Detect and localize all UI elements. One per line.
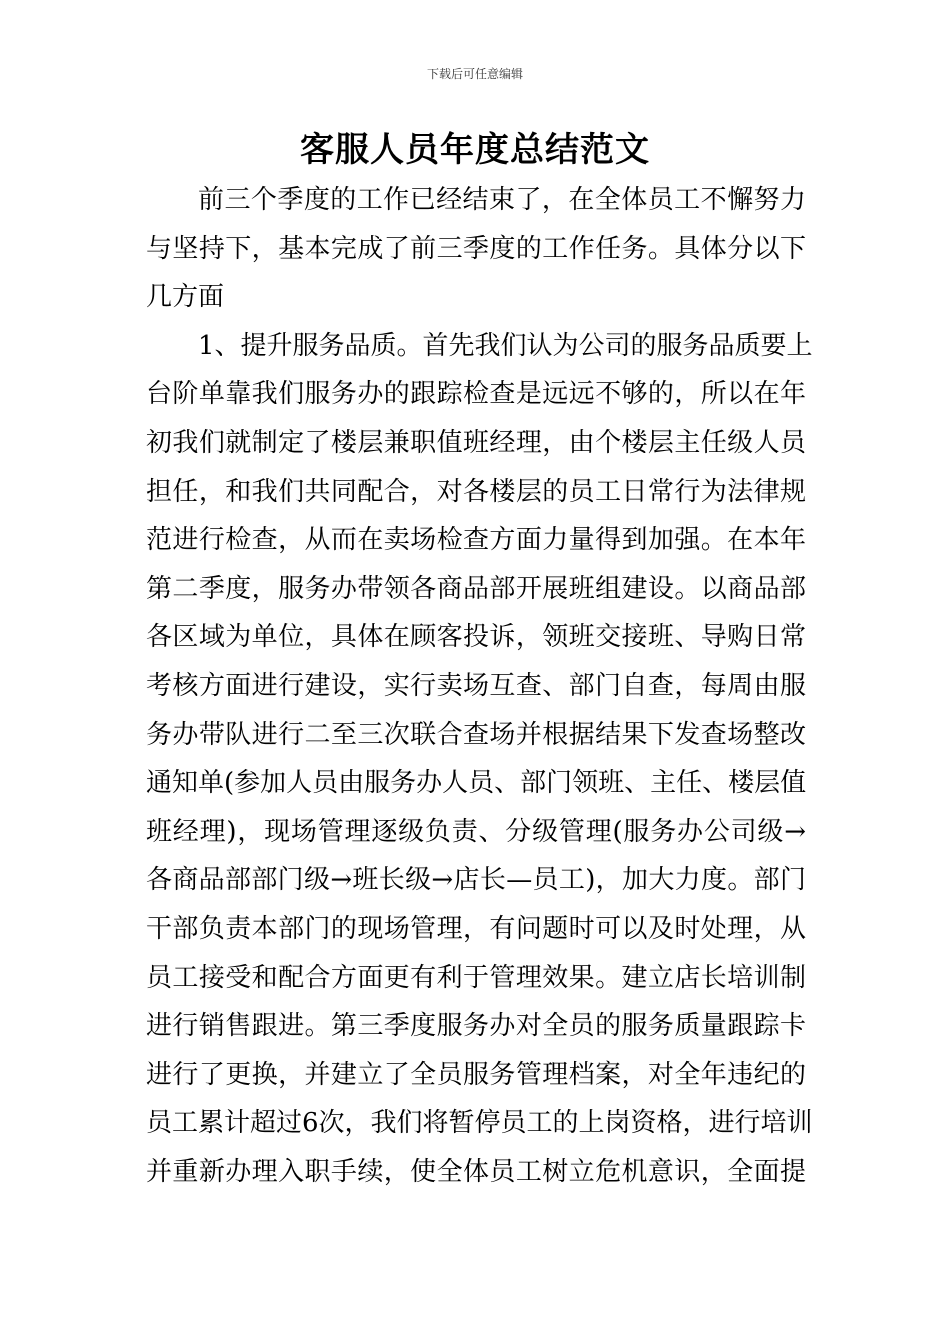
paragraph-intro [146,176,806,322]
paragraph-line: 初我们就制定了楼层兼职值班经理，由个楼层主任级人员 [146,427,806,458]
paragraph-line: 第二季度，服务办带领各商品部开展班组建设。以商品部 [146,573,806,604]
paragraph-line: 考核方面进行建设，实行卖场互查、部门自查，每周由服 [146,670,806,701]
paragraph-line: 进行销售跟进。第三季度服务办对全员的服务质量跟踪卡 [146,1011,806,1042]
paragraph-line: 台阶单靠我们服务办的跟踪检查是远远不够的，所以在年 [146,379,806,410]
paragraph-service-quality [146,322,813,1197]
header-note: 下载后可任意编辑 [426,67,523,81]
paragraph-line: 班经理)，现场管理逐级负责、分级管理(服务办公司级→ [146,816,806,847]
paragraph-line: 各区域为单位，具体在顾客投诉，领班交接班、导购日常 [146,622,806,653]
paragraph-line: 范进行检查，从而在卖场检查方面力量得到加强。在本年 [146,525,806,556]
paragraph-line: 并重新办理入职手续，使全体员工树立危机意识，全面提 [146,1156,806,1187]
paragraph-line: 各商品部部门级→班长级→店长—员工)，加大力度。部门 [146,865,806,896]
paragraph-line: 与坚持下，基本完成了前三季度的工作任务。具体分以下 [146,233,806,264]
paragraph-line: 担任，和我们共同配合，对各楼层的员工日常行为法律规 [146,476,806,507]
paragraph-line: 几方面 [146,282,225,313]
paragraph-line: 前三个季度的工作已经结束了，在全体员工不懈努力 [198,185,806,215]
document-body [146,176,813,1196]
paragraph-line: 进行了更换，并建立了全员服务管理档案，对全年违纪的 [146,1059,806,1090]
paragraph-line: 干部负责本部门的现场管理，有问题时可以及时处理，从 [146,913,806,944]
paragraph-line: 员工接受和配合方面更有利于管理效果。建立店长培训制 [146,962,806,993]
paragraph-line: 务办带队进行二至三次联合查场并根据结果下发查场整改 [146,719,806,750]
document-title: 客服人员年度总结范文 [300,130,650,170]
paragraph-line: 1、提升服务品质。首先我们认为公司的服务品质要上 [198,330,813,361]
paragraph-line: 通知单(参加人员由服务办人员、部门领班、主任、楼层值 [146,768,807,799]
paragraph-line: 员工累计超过6次，我们将暂停员工的上岗资格，进行培训 [146,1108,813,1139]
